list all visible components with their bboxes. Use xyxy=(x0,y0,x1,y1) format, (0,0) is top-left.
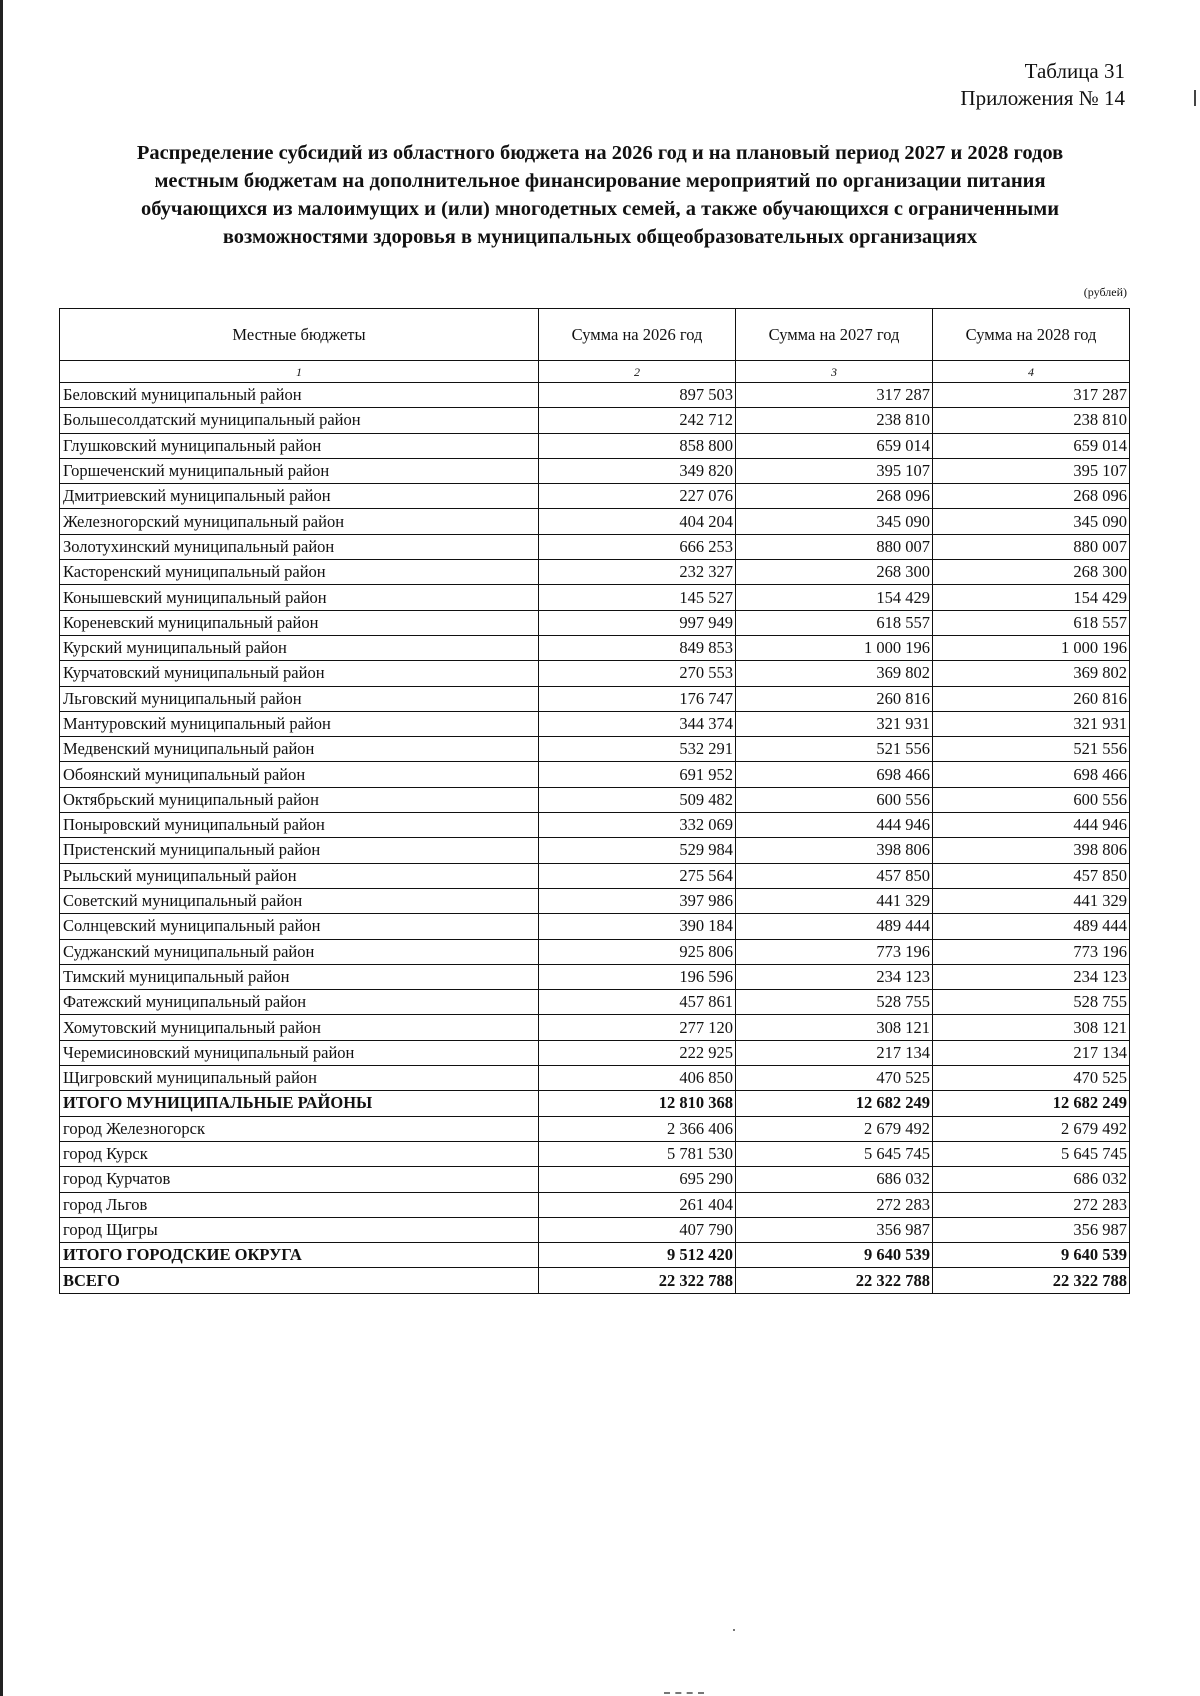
sum-2026-cell: 349 820 xyxy=(539,458,736,483)
budget-name-cell: Дмитриевский муниципальный район xyxy=(60,484,539,509)
table-row xyxy=(60,762,1130,787)
budget-name-cell: Конышевский муниципальный район xyxy=(60,585,539,610)
table-row xyxy=(60,863,1130,888)
sum-2026-cell: 407 790 xyxy=(539,1217,736,1242)
title-line: возможностями здоровья в муниципальных общеобразовательных организациях xyxy=(222,226,978,248)
sum-2026-cell: 406 850 xyxy=(539,1066,736,1091)
sum-2028-cell: 489 444 xyxy=(933,914,1130,939)
sum-2028-cell: 686 032 xyxy=(933,1167,1130,1192)
sum-2026-cell: 858 800 xyxy=(539,433,736,458)
sum-2028-cell: 234 123 xyxy=(933,964,1130,989)
sum-2027-cell: 398 806 xyxy=(736,838,933,863)
sum-2027-cell: 12 682 249 xyxy=(736,1091,933,1116)
sum-2026-cell: 270 553 xyxy=(539,661,736,686)
sum-2027-cell: 395 107 xyxy=(736,458,933,483)
sum-2026-cell: 12 810 368 xyxy=(539,1091,736,1116)
sum-2027-cell: 369 802 xyxy=(736,661,933,686)
budget-name-cell: Тимский муниципальный район xyxy=(60,964,539,989)
sum-2028-cell: 317 287 xyxy=(933,383,1130,408)
table-row xyxy=(60,1167,1130,1192)
sum-2026-cell: 344 374 xyxy=(539,711,736,736)
sum-2028-cell: 395 107 xyxy=(933,458,1130,483)
table-body xyxy=(60,383,1130,1294)
sum-2026-cell: 222 925 xyxy=(539,1040,736,1065)
column-number: 4 xyxy=(933,361,1130,383)
sum-2026-cell: 145 527 xyxy=(539,585,736,610)
table-row xyxy=(60,964,1130,989)
title-line: Распределение субсидий из областного бюджета на 2026 год и на плановый период 2027 и 2028 годов xyxy=(136,142,1064,164)
table-row xyxy=(60,534,1130,559)
units-label: (рублей) xyxy=(1083,285,1127,299)
budget-name-cell: город Курчатов xyxy=(60,1167,539,1192)
sum-2026-cell: 509 482 xyxy=(539,787,736,812)
budget-name-cell: Железногорский муниципальный район xyxy=(60,509,539,534)
budget-name-cell: Пристенский муниципальный район xyxy=(60,838,539,863)
sum-2027-cell: 698 466 xyxy=(736,762,933,787)
table-row xyxy=(60,635,1130,660)
table-row xyxy=(60,458,1130,483)
budget-name-cell: Советский муниципальный район xyxy=(60,888,539,913)
sum-2028-cell: 268 300 xyxy=(933,560,1130,585)
budget-name-cell: Обоянский муниципальный район xyxy=(60,762,539,787)
sum-2026-cell: 22 322 788 xyxy=(539,1268,736,1293)
title-line: обучающихся из малоимущих и (или) многодетных семей, а также обучающихся с ограниченными xyxy=(140,198,1060,220)
budget-name-cell: Медвенский муниципальный район xyxy=(60,737,539,762)
column-header-2026: Сумма на 2026 год xyxy=(539,309,736,361)
budget-name-cell: Глушковский муниципальный район xyxy=(60,433,539,458)
sum-2028-cell: 272 283 xyxy=(933,1192,1130,1217)
sum-2028-cell: 308 121 xyxy=(933,1015,1130,1040)
sum-2028-cell: 444 946 xyxy=(933,813,1130,838)
column-number: 2 xyxy=(539,361,736,383)
sum-2028-cell: 12 682 249 xyxy=(933,1091,1130,1116)
sum-2028-cell: 618 557 xyxy=(933,610,1130,635)
appendix-reference: Приложения № 14 xyxy=(960,86,1125,110)
budget-name-cell: Золотухинский муниципальный район xyxy=(60,534,539,559)
sum-2026-cell: 849 853 xyxy=(539,635,736,660)
sum-2027-cell: 317 287 xyxy=(736,383,933,408)
sum-2026-cell: 196 596 xyxy=(539,964,736,989)
sum-2026-cell: 277 120 xyxy=(539,1015,736,1040)
sum-2026-cell: 5 781 530 xyxy=(539,1141,736,1166)
table-row xyxy=(60,939,1130,964)
sum-2027-cell: 457 850 xyxy=(736,863,933,888)
scan-mark xyxy=(1194,90,1196,106)
sum-2027-cell: 659 014 xyxy=(736,433,933,458)
table-total-row xyxy=(60,1243,1130,1268)
sum-2027-cell: 489 444 xyxy=(736,914,933,939)
table-total-row xyxy=(60,1091,1130,1116)
sum-2026-cell: 666 253 xyxy=(539,534,736,559)
sum-2028-cell: 773 196 xyxy=(933,939,1130,964)
budget-name-cell: Кореневский муниципальный район xyxy=(60,610,539,635)
table-row xyxy=(60,1116,1130,1141)
budget-name-cell: город Щигры xyxy=(60,1217,539,1242)
sum-2027-cell: 528 755 xyxy=(736,990,933,1015)
table-row xyxy=(60,560,1130,585)
table-row xyxy=(60,990,1130,1015)
sum-2027-cell: 345 090 xyxy=(736,509,933,534)
table-row xyxy=(60,484,1130,509)
sum-2028-cell: 22 322 788 xyxy=(933,1268,1130,1293)
budget-name-cell: Октябрьский муниципальный район xyxy=(60,787,539,812)
table-row xyxy=(60,1217,1130,1242)
column-header-2028: Сумма на 2028 год xyxy=(933,309,1130,361)
budget-name-cell: Рыльский муниципальный район xyxy=(60,863,539,888)
sum-2028-cell: 238 810 xyxy=(933,408,1130,433)
budget-name-cell: Хомутовский муниципальный район xyxy=(60,1015,539,1040)
sum-2026-cell: 691 952 xyxy=(539,762,736,787)
sum-2026-cell: 2 366 406 xyxy=(539,1116,736,1141)
sum-2027-cell: 521 556 xyxy=(736,737,933,762)
sum-2026-cell: 532 291 xyxy=(539,737,736,762)
table-row xyxy=(60,737,1130,762)
budget-name-cell: город Льгов xyxy=(60,1192,539,1217)
table-row xyxy=(60,1015,1130,1040)
sum-2026-cell: 9 512 420 xyxy=(539,1243,736,1268)
budget-name-cell: Беловский муниципальный район xyxy=(60,383,539,408)
sum-2028-cell: 1 000 196 xyxy=(933,635,1130,660)
sum-2026-cell: 997 949 xyxy=(539,610,736,635)
sum-2027-cell: 217 134 xyxy=(736,1040,933,1065)
sum-2028-cell: 2 679 492 xyxy=(933,1116,1130,1141)
sum-2028-cell: 521 556 xyxy=(933,737,1130,762)
sum-2028-cell: 369 802 xyxy=(933,661,1130,686)
sum-2028-cell: 217 134 xyxy=(933,1040,1130,1065)
budget-name-cell: Курчатовский муниципальный район xyxy=(60,661,539,686)
table-header-row xyxy=(60,309,1130,361)
subsidy-table xyxy=(59,308,1130,1294)
sum-2028-cell: 154 429 xyxy=(933,585,1130,610)
budget-name-cell: Курский муниципальный район xyxy=(60,635,539,660)
sum-2028-cell: 260 816 xyxy=(933,686,1130,711)
sum-2027-cell: 880 007 xyxy=(736,534,933,559)
sum-2026-cell: 397 986 xyxy=(539,888,736,913)
sum-2026-cell: 275 564 xyxy=(539,863,736,888)
table-row xyxy=(60,1066,1130,1091)
sum-2028-cell: 268 096 xyxy=(933,484,1130,509)
budget-name-cell: Солнцевский муниципальный район xyxy=(60,914,539,939)
sum-2027-cell: 2 679 492 xyxy=(736,1116,933,1141)
sum-2026-cell: 529 984 xyxy=(539,838,736,863)
sum-2028-cell: 600 556 xyxy=(933,787,1130,812)
sum-2026-cell: 404 204 xyxy=(539,509,736,534)
table-row xyxy=(60,408,1130,433)
table-row xyxy=(60,661,1130,686)
sum-2027-cell: 600 556 xyxy=(736,787,933,812)
scan-edge xyxy=(0,0,3,1696)
budget-name-cell: город Курск xyxy=(60,1141,539,1166)
sum-2027-cell: 268 096 xyxy=(736,484,933,509)
sum-2028-cell: 457 850 xyxy=(933,863,1130,888)
sum-2028-cell: 5 645 745 xyxy=(933,1141,1130,1166)
table-row xyxy=(60,585,1130,610)
table-row xyxy=(60,509,1130,534)
sum-2027-cell: 441 329 xyxy=(736,888,933,913)
budget-name-cell: Касторенский муниципальный район xyxy=(60,560,539,585)
budget-name-cell: ИТОГО ГОРОДСКИЕ ОКРУГА xyxy=(60,1243,539,1268)
budget-name-cell: Поныровский муниципальный район xyxy=(60,813,539,838)
table-row xyxy=(60,1040,1130,1065)
sum-2027-cell: 234 123 xyxy=(736,964,933,989)
sum-2028-cell: 698 466 xyxy=(933,762,1130,787)
sum-2026-cell: 390 184 xyxy=(539,914,736,939)
scan-speck xyxy=(733,1629,735,1631)
budget-name-cell: Суджанский муниципальный район xyxy=(60,939,539,964)
table-reference: Таблица 31 xyxy=(1024,59,1125,83)
sum-2028-cell: 470 525 xyxy=(933,1066,1130,1091)
table-row xyxy=(60,711,1130,736)
table-row xyxy=(60,914,1130,939)
sum-2026-cell: 332 069 xyxy=(539,813,736,838)
budget-name-cell: Горшеченский муниципальный район xyxy=(60,458,539,483)
sum-2027-cell: 5 645 745 xyxy=(736,1141,933,1166)
sum-2028-cell: 9 640 539 xyxy=(933,1243,1130,1268)
sum-2027-cell: 22 322 788 xyxy=(736,1268,933,1293)
sum-2026-cell: 261 404 xyxy=(539,1192,736,1217)
column-number: 3 xyxy=(736,361,933,383)
sum-2027-cell: 308 121 xyxy=(736,1015,933,1040)
sum-2028-cell: 321 931 xyxy=(933,711,1130,736)
sum-2027-cell: 260 816 xyxy=(736,686,933,711)
table-row xyxy=(60,433,1130,458)
sum-2026-cell: 897 503 xyxy=(539,383,736,408)
sum-2028-cell: 880 007 xyxy=(933,534,1130,559)
budget-name-cell: ВСЕГО xyxy=(60,1268,539,1293)
table-row xyxy=(60,787,1130,812)
table-row xyxy=(60,686,1130,711)
table-row xyxy=(60,1141,1130,1166)
sum-2026-cell: 242 712 xyxy=(539,408,736,433)
budget-name-cell: ИТОГО МУНИЦИПАЛЬНЫЕ РАЙОНЫ xyxy=(60,1091,539,1116)
table-row xyxy=(60,383,1130,408)
title-line: местным бюджетам на дополнительное финансирование мероприятий по организации питания xyxy=(154,170,1046,192)
sum-2027-cell: 470 525 xyxy=(736,1066,933,1091)
sum-2027-cell: 272 283 xyxy=(736,1192,933,1217)
sum-2027-cell: 444 946 xyxy=(736,813,933,838)
sum-2028-cell: 356 987 xyxy=(933,1217,1130,1242)
sum-2026-cell: 232 327 xyxy=(539,560,736,585)
sum-2026-cell: 176 747 xyxy=(539,686,736,711)
sum-2026-cell: 925 806 xyxy=(539,939,736,964)
table-row xyxy=(60,838,1130,863)
sum-2027-cell: 356 987 xyxy=(736,1217,933,1242)
sum-2027-cell: 238 810 xyxy=(736,408,933,433)
budget-name-cell: Мантуровский муниципальный район xyxy=(60,711,539,736)
budget-name-cell: Черемисиновский муниципальный район xyxy=(60,1040,539,1065)
budget-name-cell: Щигровский муниципальный район xyxy=(60,1066,539,1091)
sum-2026-cell: 457 861 xyxy=(539,990,736,1015)
sum-2028-cell: 659 014 xyxy=(933,433,1130,458)
document-title xyxy=(60,139,1140,251)
table-row xyxy=(60,610,1130,635)
sum-2027-cell: 773 196 xyxy=(736,939,933,964)
column-header-budgets: Местные бюджеты xyxy=(60,309,539,361)
table-row xyxy=(60,813,1130,838)
sum-2028-cell: 398 806 xyxy=(933,838,1130,863)
column-header-2027: Сумма на 2027 год xyxy=(736,309,933,361)
sum-2027-cell: 618 557 xyxy=(736,610,933,635)
sum-2028-cell: 441 329 xyxy=(933,888,1130,913)
sum-2027-cell: 1 000 196 xyxy=(736,635,933,660)
scan-marks xyxy=(664,1692,704,1696)
sum-2027-cell: 268 300 xyxy=(736,560,933,585)
sum-2026-cell: 695 290 xyxy=(539,1167,736,1192)
sum-2028-cell: 345 090 xyxy=(933,509,1130,534)
budget-name-cell: город Железногорск xyxy=(60,1116,539,1141)
sum-2026-cell: 227 076 xyxy=(539,484,736,509)
sum-2027-cell: 9 640 539 xyxy=(736,1243,933,1268)
column-number: 1 xyxy=(60,361,539,383)
table-row xyxy=(60,1192,1130,1217)
table-row xyxy=(60,888,1130,913)
sum-2028-cell: 528 755 xyxy=(933,990,1130,1015)
budget-name-cell: Большесолдатский муниципальный район xyxy=(60,408,539,433)
column-number-row xyxy=(60,361,1130,383)
budget-name-cell: Льговский муниципальный район xyxy=(60,686,539,711)
sum-2027-cell: 154 429 xyxy=(736,585,933,610)
table-total-row xyxy=(60,1268,1130,1293)
budget-name-cell: Фатежский муниципальный район xyxy=(60,990,539,1015)
sum-2027-cell: 686 032 xyxy=(736,1167,933,1192)
sum-2027-cell: 321 931 xyxy=(736,711,933,736)
